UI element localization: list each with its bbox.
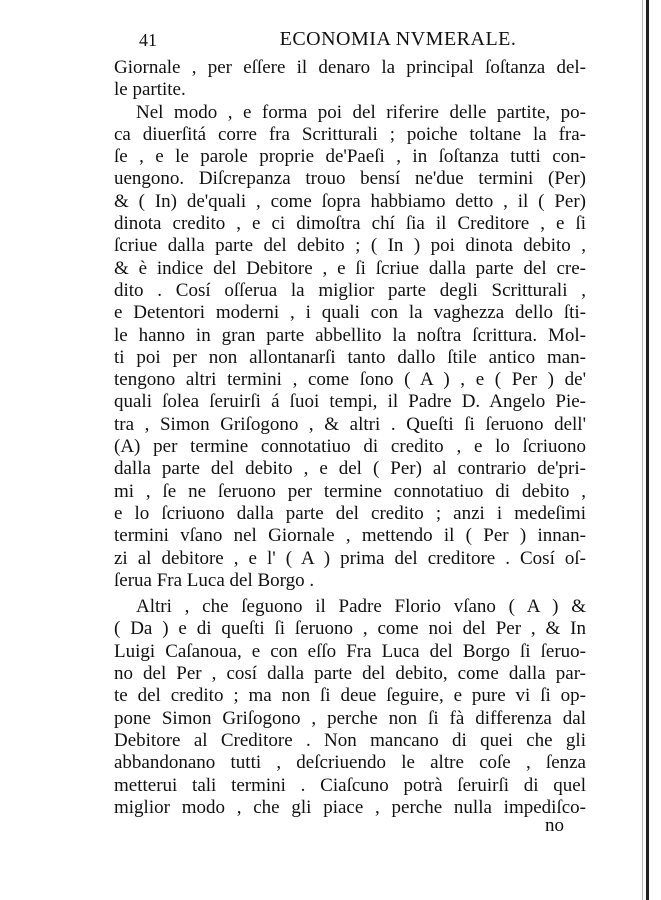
page-edge-shadow — [642, 0, 643, 900]
text-line: miglior modo , che gli piace , perche nulla impediſco- — [114, 796, 586, 818]
text-line: uengono. Diſcrepanza trouo bensí ne'due termini (Per) — [114, 168, 586, 190]
text-line: termini vſano nel Giornale , mettendo il ( Per ) innan- — [114, 525, 586, 547]
page-edge-border — [646, 0, 649, 900]
text-line: dito . Cosí oſſerua la miglior parte degli Scritturali , — [114, 279, 586, 301]
page-number: 41 — [139, 30, 157, 50]
text-line: dalla parte del debito , e del ( Per) al contrario de'pri- — [114, 458, 586, 480]
text-line: le partite. — [114, 79, 186, 101]
text-line: tengono altri termini , come ſono ( A ) , e ( Per ) de' — [114, 369, 586, 391]
text-line: e Detentori moderni , i quali con la vaghezza dello ſti- — [114, 302, 586, 324]
text-line: ti poi per non allontanarſi tanto dallo ſtile antico man- — [114, 346, 586, 368]
text-line: (A) per termine connotatiuo di credito , e lo ſcriuono — [114, 436, 586, 458]
text-line: no del Per , cosí dalla parte del debito, come dalla par- — [114, 663, 586, 685]
paragraph — [114, 102, 586, 593]
text-line: dinota credito , e ci dimoſtra chí ſia il Creditore , e ſi — [114, 213, 586, 235]
text-line: ( Da ) e di queſti ſi ſeruono , come noi del Per , & In — [114, 618, 586, 640]
page-header — [113, 28, 588, 54]
text-line: le hanno in gran parte abbellito la noſtra ſcrittura. Mol- — [114, 324, 586, 346]
text-line: & è indice del Debitore , e ſi ſcriue dalla parte del cre- — [114, 257, 586, 279]
text-line: mi , ſe ne ſeruono per termine connotatiuo di debito , — [114, 480, 586, 502]
text-line: ſerua Fra Luca del Borgo . — [114, 569, 315, 591]
paragraph — [114, 57, 586, 102]
text-line: te del credito ; ma non ſi deue ſeguire, e pure vi ſi op- — [114, 685, 586, 707]
text-line: ſcriue dalla parte del debito ; ( In ) poi dinota debito , — [114, 235, 586, 257]
text-line: Giornale , per eſſere il denaro la principal ſoſtanza del- — [114, 57, 586, 78]
body-text — [114, 57, 586, 819]
text-line: Luigi Caſanoua, e con eſſo Fra Luca del Borgo ſi ſeruo- — [114, 640, 586, 662]
text-line: Nel modo , e forma poi del riferire delle partite, po- — [136, 101, 586, 123]
text-line: metterui tali termini . Ciaſcuno potrà ſeruirſi di quel — [114, 774, 586, 796]
text-line: abbandonano tutti , deſcriuendo le altre coſe , ſenza — [114, 752, 586, 774]
text-line: zi al debitore , e l' ( A ) prima del creditore . Cosí oſ- — [114, 547, 586, 569]
text-line: pone Simon Griſogono , perche non ſi fà differenza dal — [114, 707, 586, 729]
text-line: & ( In) de'quali , come ſopra habbiamo detto , il ( Per) — [114, 190, 586, 212]
text-line: tra , Simon Griſogono , & altri . Queſti ſi ſeruono dell' — [114, 413, 586, 435]
text-line: e lo ſcriuono dalla parte del credito ; anzi i medeſimi — [114, 502, 586, 524]
text-line: Altri , che ſeguono il Padre Florio vſano ( A ) & — [136, 596, 586, 618]
text-line: ca diuerſitá corre fra Scritturali ; poiche toltane la fra- — [114, 123, 586, 145]
paragraph — [114, 596, 586, 819]
catchword: no — [545, 815, 564, 836]
text-line: Debitore al Creditore . Non mancano di quei che gli — [114, 729, 586, 751]
running-head: ECONOMIA NVMERALE. — [279, 28, 517, 50]
text-line: quali ſolea ſeruirſi á ſuoi tempi, il Padre D. Angelo Pie- — [114, 391, 586, 413]
text-line: ſe , e le parole proprie de'Paeſi , in ſoſtanza tutti con- — [114, 146, 586, 168]
